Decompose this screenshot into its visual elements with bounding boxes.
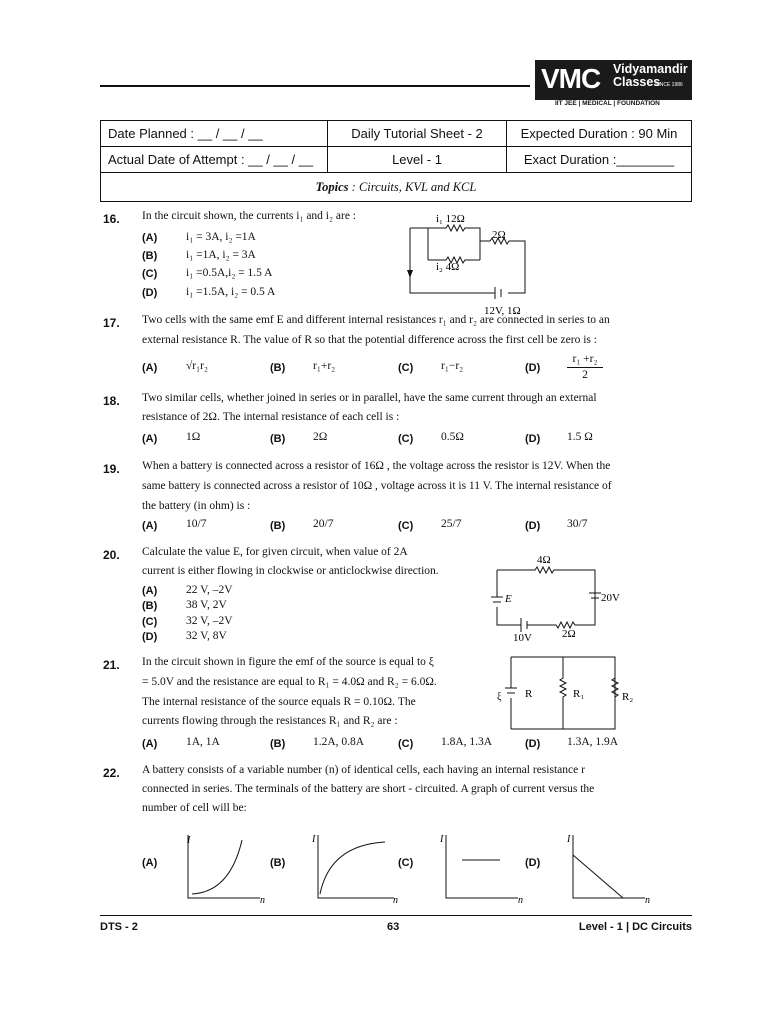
q18-option-b[interactable]: 2Ω [313,431,328,443]
q17-label-b: (B) [270,362,286,374]
q22-number: 22. [103,766,120,780]
q20-line2: current is either flowing in clockwise or anticlockwise direction. [142,565,439,577]
q17-option-a[interactable]: √r₁r₂ [186,360,208,372]
q21-label-d: (D) [525,738,541,750]
q20-circuit-diagram [485,550,625,645]
logo-name: Vidyamandir Classes [613,62,688,89]
logo-tagline: IIT JEE | MEDICAL | FOUNDATION [555,100,660,107]
q19-option-d[interactable]: 30/7 [567,518,588,530]
q18-label-d: (D) [525,433,541,445]
footer-rule [100,915,692,916]
q16-label-d: (D) [142,287,158,299]
q21-option-c[interactable]: 1.8A, 1.3A [441,736,493,748]
q17-option-c[interactable]: r₁−r₂ [441,360,464,372]
q18-label-b: (B) [270,433,286,445]
q21-circuit-diagram [495,652,645,734]
q22-label-b: (B) [270,857,286,869]
q19-label-a: (A) [142,520,158,532]
graph-c-ylabel: I [440,834,444,845]
logo-abbr: VMC [541,63,601,94]
q22-line3: number of cell will be: [142,802,247,814]
q17-d-numerator: r₁ +r₂ [567,352,603,368]
footer-left: DTS - 2 [100,921,138,933]
q16-option-b[interactable]: i₁ =1A, i₂ = 3A [186,249,256,261]
q16-option-d[interactable]: i₁ =1.5A, i₂ = 0.5 A [186,286,276,298]
q18-label-c: (C) [398,433,414,445]
q19-option-a[interactable]: 10/7 [186,518,207,530]
q21-line2: = 5.0V and the resistance are equal to R₁ = 4.0Ω and R₂ = 6.0Ω. [142,676,437,688]
topics-text: : Circuits, KVL and KCL [348,180,477,194]
q17-label-d: (D) [525,362,541,374]
q20-label-b: (B) [142,600,158,612]
header-rule [100,85,530,87]
q16-fig-r2: 2Ω [492,229,506,241]
q17-d-denominator: 2 [582,369,588,381]
q18-option-c[interactable]: 0.5Ω [441,431,464,443]
q17-label-a: (A) [142,362,158,374]
q18-label-a: (A) [142,433,158,445]
q16-fig-r1: i₁ 12Ω [436,213,465,225]
q22-label-d: (D) [525,857,541,869]
q19-line1: When a battery is connected across a resistor of 16Ω , the voltage across the resistor is 12V. When the [142,460,611,472]
q16-option-c[interactable]: i₁ =0.5A,i₂ = 1.5 A [186,267,273,279]
q17-option-b[interactable]: r₁+r₂ [313,360,336,372]
q19-label-b: (B) [270,520,286,532]
graph-b-xlabel: n [393,895,398,905]
exact-duration: Exact Duration :________ [507,147,692,173]
q17-line1: Two cells with the same emf E and different internal resistances r₁ and r₂ are connected in series to an [142,314,610,326]
q20-fig-e: E [505,593,512,605]
q20-fig-r-top: 4Ω [537,554,551,566]
q20-fig-r-bot: 2Ω [562,628,576,640]
sheet-title: Daily Tutorial Sheet - 2 [328,121,507,147]
graph-a-xlabel: n [260,895,265,905]
q22-label-a: (A) [142,857,158,869]
sheet-info-table [100,120,692,202]
q22-line2: connected in series. The terminals of the battery are short - circuited. A graph of current versus the [142,783,595,795]
q16-fig-r3: i₂ 4Ω [436,261,460,273]
graph-c-xlabel: n [518,895,523,905]
q20-line1: Calculate the value E, for given circuit, when value of 2A [142,546,408,558]
graph-d-ylabel: I [567,834,571,845]
q20-label-c: (C) [142,616,158,628]
q21-fig-xi: ξ [497,692,502,703]
page-number: 63 [387,921,400,933]
q19-option-c[interactable]: 25/7 [441,518,462,530]
q16-fig-cell: 12V, 1Ω [484,305,521,317]
logo-since: SINCE 1986 [655,82,683,88]
q21-line3: The internal resistance of the source equals R = 0.10Ω. The [142,696,416,708]
level: Level - 1 [328,147,507,173]
q21-number: 21. [103,658,120,672]
q19-line2: same battery is connected across a resistor of 10Ω , voltage across it is 11 V. The internal resistance of [142,480,612,492]
expected-duration: Expected Duration : 90 Min [507,121,692,147]
q16-label-a: (A) [142,232,158,244]
q20-fig-20v: 20V [601,592,620,604]
date-planned: Date Planned : __ / __ / __ [101,121,328,147]
graph-d-xlabel: n [645,895,650,905]
q21-fig-r2: R₂ [622,691,634,703]
q21-line4: currents flowing through the resistances R₁ and R₂ are : [142,715,398,727]
q21-option-a[interactable]: 1A, 1A [186,736,220,748]
q16-label-c: (C) [142,268,158,280]
q21-option-b[interactable]: 1.2A, 0.8A [313,736,365,748]
q21-line1: In the circuit shown in figure the emf of the source is equal to ξ [142,656,434,668]
q16-text: In the circuit shown, the currents i₁ and i₂ are : [142,210,356,222]
q18-line1: Two similar cells, whether joined in series or in parallel, have the same current through an external [142,392,597,404]
q21-label-b: (B) [270,738,286,750]
q21-label-a: (A) [142,738,158,750]
q22-line1: A battery consists of a variable number (n) of identical cells, each having an internal resistance r [142,764,585,776]
q19-number: 19. [103,462,120,476]
q20-option-b[interactable]: 38 V, 2V [186,599,227,611]
q16-circuit-diagram [400,208,535,318]
q22-graph-a[interactable] [180,830,270,905]
q18-option-a[interactable]: 1Ω [186,431,201,443]
q21-fig-r1: R₁ [573,688,585,700]
q16-option-a[interactable]: i₁ = 3A, i₂ =1A [186,231,256,243]
actual-date: Actual Date of Attempt : __ / __ / __ [101,147,328,173]
q20-fig-10v: 10V [513,632,532,644]
graph-b-ylabel: I [312,834,316,845]
q16-number: 16. [103,212,120,226]
q17-line2: external resistance R. The value of R so that the potential difference across the first cell be zero is : [142,334,597,346]
q20-label-d: (D) [142,631,158,643]
topics-row [101,173,692,202]
q20-option-c[interactable]: 32 V, –2V [186,615,233,627]
q20-number: 20. [103,548,120,562]
q22-graph-d[interactable] [565,830,660,905]
q22-graph-b[interactable] [310,830,405,905]
q20-label-a: (A) [142,585,158,597]
q19-label-c: (C) [398,520,414,532]
q18-option-d[interactable]: 1.5 Ω [567,431,593,443]
arrow-icon [407,270,413,278]
q22-graph-c[interactable] [438,830,533,905]
q17-option-d[interactable] [567,352,603,383]
q21-fig-r: R [525,688,533,700]
vmc-logo [535,60,692,100]
q19-line3: the battery (in ohm) is : [142,500,251,512]
q17-number: 17. [103,316,120,330]
graph-a-ylabel: I [187,835,191,846]
footer-right: Level - 1 | DC Circuits [578,921,692,933]
q19-option-b[interactable]: 20/7 [313,518,334,530]
q18-number: 18. [103,394,120,408]
q22-label-c: (C) [398,857,414,869]
topics-label: Topics [315,180,349,194]
q19-label-d: (D) [525,520,541,532]
q18-line2: resistance of 2Ω. The internal resistance of each cell is : [142,411,400,423]
q16-label-b: (B) [142,250,158,262]
q20-option-a[interactable]: 22 V, –2V [186,584,233,596]
q20-option-d[interactable]: 32 V, 8V [186,630,227,642]
q21-label-c: (C) [398,738,414,750]
q17-label-c: (C) [398,362,414,374]
q21-option-d[interactable]: 1.3A, 1.9A [567,736,619,748]
